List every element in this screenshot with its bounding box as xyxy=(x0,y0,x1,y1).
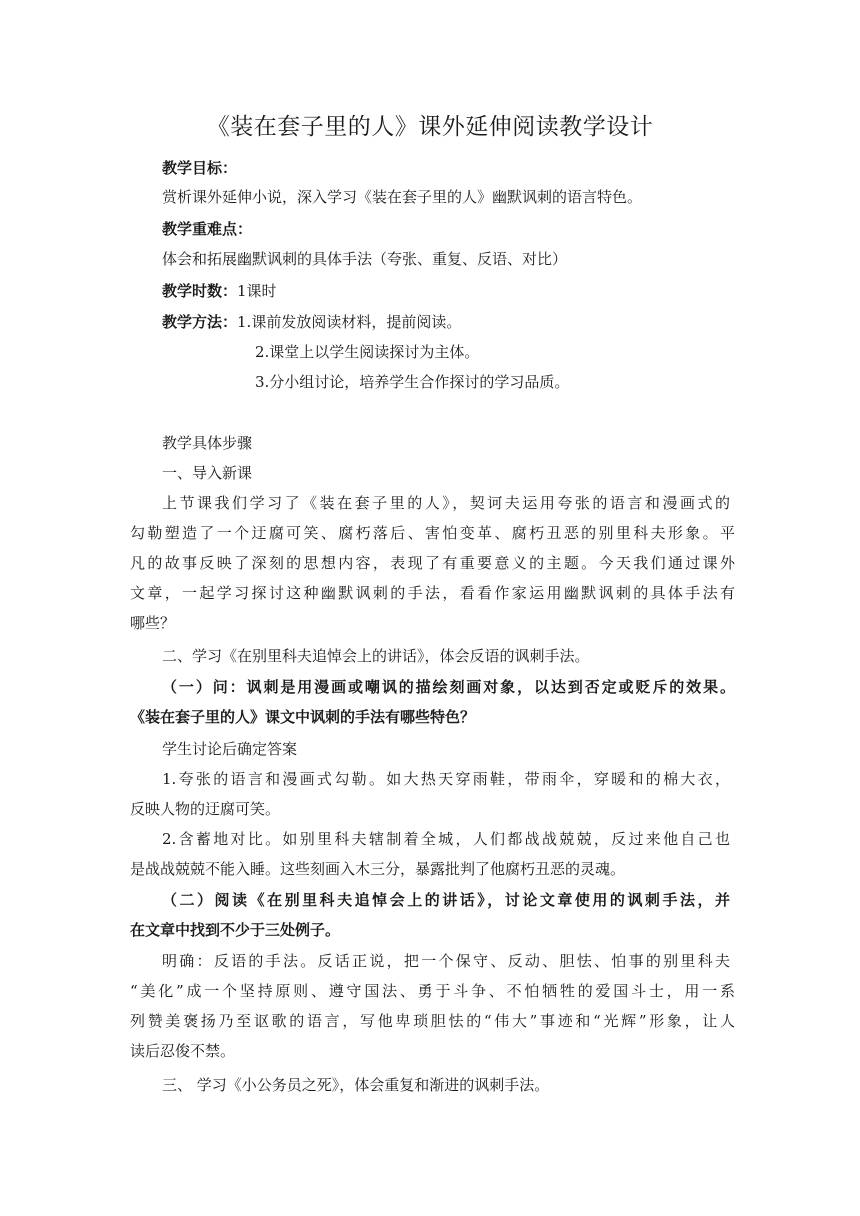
method-row xyxy=(162,311,767,333)
document-title: 《装在套子里的人》课外延伸阅读教学设计 xyxy=(206,114,654,140)
section2-heading: 二、学习《在别里科夫追悼会上的讲话》，体会反语的讽刺手法。 xyxy=(162,647,590,665)
intro-line: 凡的故事反映了深刻的思想内容，表现了有重要意义的主题。今天我们通过课外 xyxy=(130,554,735,572)
method-label: 教学方法： xyxy=(162,313,238,331)
question1-line: （一）问：讽刺是用漫画或嘲讽的描绘刻画对象，以达到否定或贬斥的效果。 xyxy=(162,678,735,696)
clarify-line: 读后忍俊不禁。 xyxy=(130,1042,236,1060)
question2-line: （二）阅读《在别里科夫追悼会上的讲话》，讨论文章使用的讽刺手法，并 xyxy=(162,891,730,909)
steps-heading: 教学具体步骤 xyxy=(162,434,253,452)
intro-line: 文章，一起学习探讨这种幽默讽刺的手法，看看作家运用幽默讽刺的具体手法有 xyxy=(130,584,735,602)
hours-value: 1课时 xyxy=(237,282,277,300)
method-item: 3.分小组讨论，培养学生合作探讨的学习品质。 xyxy=(255,373,570,391)
answer2-line: 2.含蓄地对比。如别里科夫辖制着全城，人们都战战兢兢，反过来他自己也 xyxy=(162,830,730,848)
method-item: 1.课前发放阅读材料，提前阅读。 xyxy=(237,313,462,331)
section1-heading: 一、导入新课 xyxy=(162,464,253,482)
answer1-line: 反映人物的迂腐可笑。 xyxy=(130,800,281,818)
discussion-note: 学生讨论后确定答案 xyxy=(162,740,298,758)
hours-label: 教学时数： xyxy=(162,282,238,300)
section3-heading: 三、 学习《小公务员之死》，体会重复和渐进的讽刺手法。 xyxy=(162,1076,550,1094)
method-item: 2.课堂上以学生阅读探讨为主体。 xyxy=(255,343,480,361)
hours-row xyxy=(162,280,767,302)
answer1-line: 1.夸张的语言和漫画式勾勒。如大热天穿雨鞋，带雨伞，穿暖和的棉大衣， xyxy=(162,770,730,788)
question1-line: 《装在套子里的人》课文中讽刺的手法有哪些特色？ xyxy=(130,708,476,726)
clarify-line: “美化”成一个坚持原则、遵守国法、勇于斗争、不怕牺牲的爱国斗士，用一系 xyxy=(130,982,735,1000)
key-label: 教学重难点： xyxy=(162,220,253,238)
key-text: 体会和拓展幽默讽刺的具体手法（夸张、重复、反语、对比） xyxy=(162,250,568,268)
question2-line: 在文章中找到不少于三处例子。 xyxy=(130,921,341,939)
goal-label: 教学目标： xyxy=(162,159,238,177)
answer2-line: 是战战兢兢不能入睡。这些刻画入木三分，暴露批判了他腐朽丑恶的灵魂。 xyxy=(130,860,626,878)
intro-line: 哪些？ xyxy=(130,614,176,632)
clarify-line: 明确：反语的手法。反话正说，把一个保守、反动、胆怯、怕事的别里科夫 xyxy=(162,952,730,970)
intro-line: 上节课我们学习了《装在套子里的人》，契诃夫运用夸张的语言和漫画式的 xyxy=(162,494,730,512)
goal-text: 赏析课外延伸小说，深入学习《装在套子里的人》幽默讽刺的语言特色。 xyxy=(162,188,643,206)
clarify-line: 列赞美褒扬乃至讴歌的语言，写他卑琐胆怯的“伟大”事迹和“光辉”形象，让人 xyxy=(130,1012,735,1030)
intro-line: 勾勒塑造了一个迂腐可笑、腐朽落后、害怕变革、腐朽丑恶的别里科夫形象。平 xyxy=(130,524,735,542)
